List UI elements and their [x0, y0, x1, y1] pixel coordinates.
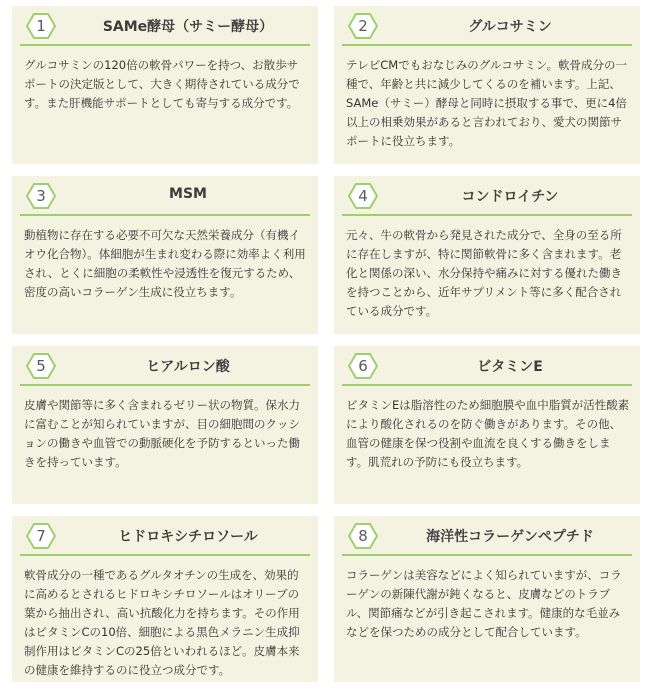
card-title: コンドロイチン: [461, 189, 559, 205]
card-header: [342, 516, 632, 556]
card-header: [342, 346, 632, 386]
card-description: 軟骨成分の一種であるグルタオチンの生成を、効果的に高めるとされるヒドロキシチロソールはオリーブの葉から抽出され、高い抗酸化力を持ちます。その作用はビタミンCの10倍、細胞による黒色メラニン生成抑制作用はビタミンCの25倍といわれるほど。皮膚本来の健康を維持するのに役立つ成分です。: [24, 568, 300, 677]
card-title: ビタミンE: [477, 359, 543, 375]
card-header: [20, 346, 310, 386]
card-description: 元々、牛の軟骨から発見された成分で、全身の至る所に存在しますが、特に関節軟骨に多く含まれます。老化と関係の深い、水分保持や痛みに対する優れた働きを持つことから、近年サプリメント等に多く配合されている成分です。: [346, 228, 622, 318]
card-title: MSM: [169, 186, 207, 202]
ingredient-card-4: [334, 176, 640, 334]
hexagon-number-badge: [26, 523, 56, 549]
card-description: 皮膚や関節等に多く含まれるゼリー状の物質。保水力に富むことが知られていますが、目の細胞間のクッションの働きや血管での動脈硬化を予防するといった働きを持っています。: [24, 398, 300, 469]
hexagon-number-badge: [348, 13, 378, 39]
ingredient-card-8: [334, 516, 640, 682]
card-title: グルコサミン: [468, 19, 552, 35]
card-description: ビタミンEは脂溶性のため細胞膜や血中脂質が活性酸素により酸化されるのを防ぐ働きがあります。その他、血管の健康を保つ役割や血流を良くする働きをします。肌荒れの予防にも役立ちます。: [346, 398, 630, 469]
card-header: [20, 6, 310, 46]
card-header: [342, 6, 632, 46]
ingredient-card-2: [334, 6, 640, 164]
card-description: グルコサミンの120倍の軟骨パワーを持つ、お散歩サポートの決定版として、大きく期待されている成分です。また肝機能サポートとしても寄与する成分です。: [24, 58, 300, 110]
ingredient-card-5: [12, 346, 318, 504]
card-number: 1: [36, 17, 46, 35]
ingredient-card-3: [12, 176, 318, 334]
card-header: [20, 516, 310, 556]
hexagon-number-badge: [348, 523, 378, 549]
card-number: 7: [36, 527, 46, 545]
card-title: SAMe酵母（サミー酵母）: [102, 19, 274, 35]
card-description: テレビCMでもおなじみのグルコサミン。軟骨成分の一種で、年齢と共に減少してくるのを補います。上記、SAMe（サミー）酵母と同時に摂取する事で、更に4倍以上の相乗効果があると言われており、愛犬の関節サポートに役立ちます。: [346, 58, 627, 148]
card-header: [20, 176, 310, 216]
card-description: コラーゲンは美容などによく知られていますが、コラーゲンの新陳代謝が鈍くなると、皮膚などのトラブル、関節痛などが引き起こされます。健康的な毛並みなどを保つための成分として配合しています。: [346, 568, 622, 639]
ingredient-card-7: [12, 516, 318, 682]
hexagon-number-badge: [26, 13, 56, 39]
hexagon-number-badge: [348, 183, 378, 209]
card-title: ヒドロキシチロソール: [118, 529, 258, 545]
card-title: ヒアルロン酸: [146, 359, 230, 375]
hexagon-number-badge: [26, 183, 56, 209]
card-number: 4: [358, 187, 368, 205]
card-title: 海洋性コラーゲンペプチド: [426, 529, 594, 545]
card-number: 6: [358, 357, 368, 375]
card-number: 3: [36, 187, 46, 205]
hexagon-number-badge: [348, 353, 378, 379]
hexagon-number-badge: [26, 353, 56, 379]
card-number: 5: [36, 357, 46, 375]
card-number: 8: [358, 527, 368, 545]
card-description: 動植物に存在する必要不可欠な天然栄養成分（有機イオウ化合物）。体細胞が生まれ変わる際に効率よく利用され、とくに細胞の柔軟性や浸透性を復元するため、密度の高いコラーゲン生成に役立ちます。: [24, 228, 306, 299]
ingredient-card-6: [334, 346, 640, 504]
card-header: [342, 176, 632, 216]
card-number: 2: [358, 17, 368, 35]
ingredient-card-1: [12, 6, 318, 164]
